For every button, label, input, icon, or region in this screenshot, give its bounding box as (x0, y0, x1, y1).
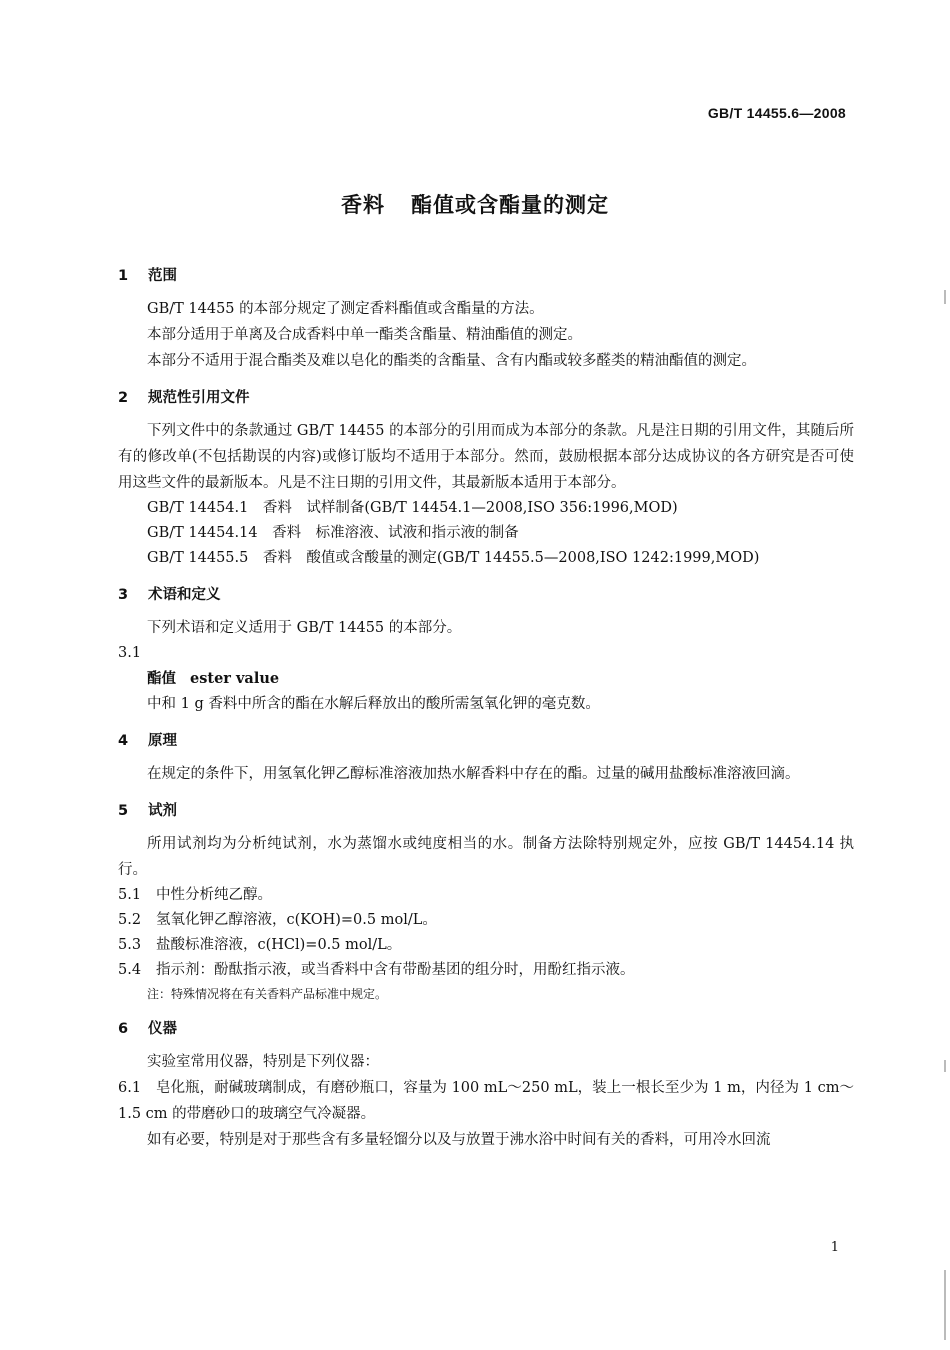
item-number: 5.2 (118, 912, 142, 928)
section-5-paragraph: 所用试剂均为分析纯试剂，水为蒸馏水或纯度相当的水。制备方法除特别规定外，应按 GB/T 14454.14 执行。 (118, 836, 854, 878)
section-3-paragraph: 下列术语和定义适用于 GB/T 14455 的本部分。 (147, 620, 462, 636)
term-definition: 中和 1 g 香料中所含的酯在水解后释放出的酸所需氢氧化钾的毫克数。 (147, 696, 600, 712)
section-title: 规范性引用文件 (148, 390, 250, 406)
section-title: 范围 (148, 268, 177, 284)
section-title: 试剂 (148, 803, 177, 819)
apparatus-item (118, 1075, 854, 1127)
subsection-number: 3.1 (118, 645, 142, 661)
reagent-item (118, 933, 854, 958)
section-1-paragraph: 本部分不适用于混合酯类及难以皂化的酯类的含酯量、含有内酯或较多醛类的精油酯值的测定。 (147, 353, 756, 369)
item-number: 5.1 (118, 887, 142, 903)
section-2-paragraph: 下列文件中的条款通过 GB/T 14455 的本部分的引用而成为本部分的条款。凡是注日期的引用文件，其随后所有的修改单(不包括勘误的内容)或修订版均不适用于本部分。然而，鼓励根据本部分达成协议的各方研究是否可使用这些文件的最新版本。凡是不注日期的引用文件，其最新版本适用于本部分。 (118, 423, 854, 491)
section-number: 1 (118, 268, 129, 284)
scan-artifact (944, 1060, 946, 1072)
item-text: 氢氧化钾乙醇溶液，c(KOH)=0.5 mol/L。 (156, 912, 437, 928)
scan-artifact (944, 290, 946, 304)
item-text: 中性分析纯乙醇。 (156, 887, 272, 903)
section-number: 6 (118, 1021, 129, 1037)
section-2-heading (118, 386, 854, 410)
section-4-paragraph: 在规定的条件下，用氢氧化钾乙醇标准溶液加热水解香料中存在的酯。过量的碱用盐酸标准溶液回滴。 (147, 766, 800, 782)
section-number: 3 (118, 587, 129, 603)
item-text: 指示剂：酚酞指示液，或当香料中含有带酚基团的组分时，用酚红指示液。 (156, 962, 635, 978)
reagent-note: 注：特殊情况将在有关香料产品标准中规定。 (147, 987, 388, 1001)
section-6-paragraph: 实验室常用仪器，特别是下列仪器： (147, 1054, 379, 1070)
section-1-paragraph: 本部分适用于单离及合成香料中单一酯类含酯量、精油酯值的测定。 (147, 327, 582, 343)
normative-reference: GB/T 14454.1 香料 试样制备(GB/T 14454.1—2008,ISO 356:1996,MOD) (147, 500, 678, 516)
section-3-heading (118, 583, 854, 607)
section-1-heading (118, 264, 854, 288)
title-part-1: 香料 (341, 193, 385, 217)
reagent-item (118, 883, 854, 908)
title-part-2: 酯值或含酯量的测定 (411, 193, 609, 217)
section-number: 2 (118, 390, 129, 406)
normative-reference: GB/T 14455.5 香料 酸值或含酸量的测定(GB/T 14455.5—2008,ISO 1242:1999,MOD) (147, 550, 760, 566)
reagent-item (118, 958, 854, 983)
section-number: 5 (118, 803, 129, 819)
term-english: ester value (190, 670, 280, 687)
section-6-heading (118, 1017, 854, 1041)
section-title: 原理 (148, 733, 177, 749)
section-6-paragraph: 如有必要，特别是对于那些含有多量轻馏分以及与放置于沸水浴中时间有关的香料，可用冷水回流 (147, 1132, 771, 1148)
item-text: 盐酸标准溶液，c(HCl)=0.5 mol/L。 (156, 937, 402, 953)
section-1-paragraph: GB/T 14455 的本部分规定了测定香料酯值或含酯量的方法。 (147, 301, 544, 317)
reagent-item (118, 908, 854, 933)
item-number: 5.3 (118, 937, 142, 953)
section-title: 术语和定义 (148, 587, 221, 603)
scan-artifact (944, 1270, 946, 1340)
term-entry (118, 666, 854, 692)
item-number: 6.1 (118, 1080, 142, 1096)
term-chinese: 酯值 (147, 671, 176, 687)
page-number: 1 (830, 1240, 839, 1255)
document-title (0, 189, 950, 219)
section-title: 仪器 (148, 1021, 177, 1037)
section-5-heading (118, 799, 854, 823)
section-number: 4 (118, 733, 129, 749)
document-body (118, 264, 854, 1153)
item-text: 皂化瓶，耐碱玻璃制成，有磨砂瓶口，容量为 100 mL～250 mL，装上一根长至少为 1 m，内径为 1 cm～1.5 cm 的带磨砂口的玻璃空气冷凝器。 (118, 1080, 854, 1122)
item-number: 5.4 (118, 962, 142, 978)
standard-code: GB/T 14455.6—2008 (707, 105, 846, 121)
section-4-heading (118, 729, 854, 753)
normative-reference: GB/T 14454.14 香料 标准溶液、试液和指示液的制备 (147, 525, 519, 541)
